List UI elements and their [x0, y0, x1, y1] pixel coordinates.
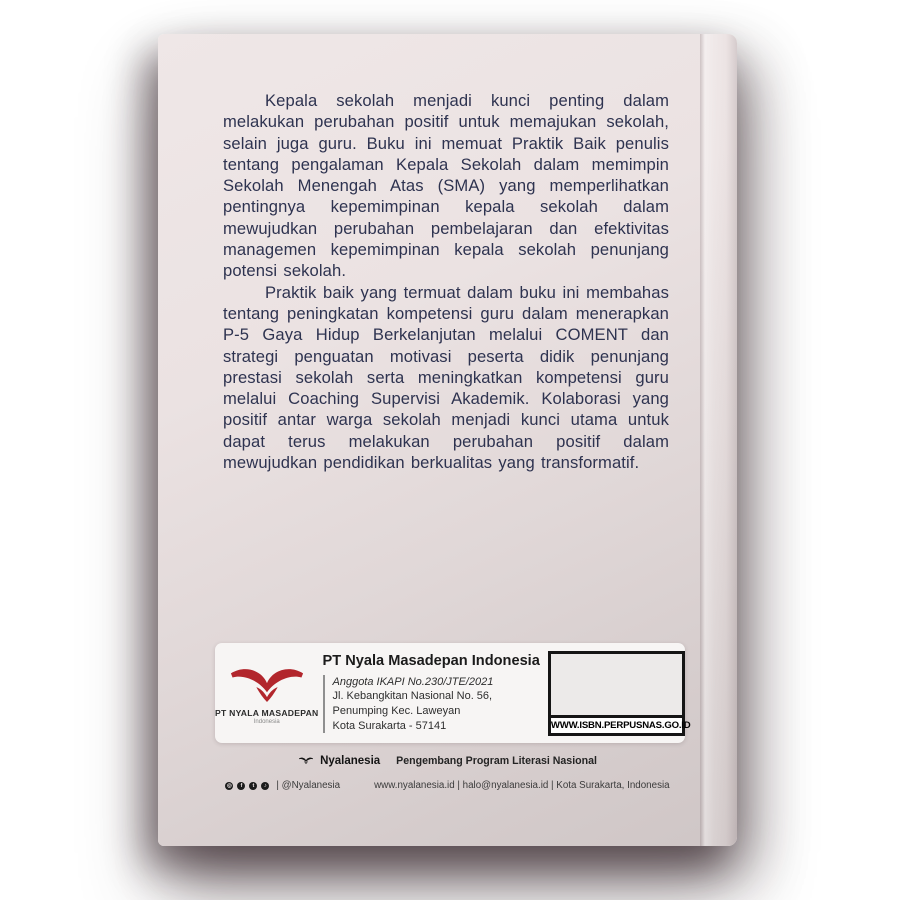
- publisher-address-line-2: Penumping Kec. Laweyan: [332, 705, 461, 717]
- publisher-logo: [215, 661, 319, 725]
- synopsis-paragraph-1: Kepala sekolah menjadi kunci penting dalam melakukan perubahan positif untuk memajukan sekolah, selain juga guru. Buku ini memuat Praktik Baik penulis tentang pengalaman Kepala Sekolah dalam memimpin Sekolah Menengah Atas (SMA) yang memperlihatkan pentingnya kepemimpinan kepala sekolah dalam mewujudkan perubahan pembelajaran dan efektivitas managemen kepemimpinan kepala sekolah penunjang potensi sekolah.: [223, 91, 669, 281]
- publisher-logo-subname: Indonesia: [253, 719, 280, 725]
- nyalanesia-logo-icon: [298, 754, 314, 767]
- publisher-address-line-1: Jl. Kebangkitan Nasional No. 56,: [332, 690, 493, 703]
- publisher-details: [319, 653, 540, 733]
- publisher-name: PT Nyala Masadepan Indonesia: [322, 652, 540, 669]
- tiktok-icon: ♪: [261, 782, 269, 790]
- publisher-logo-name: PT NYALA MASADEPAN: [215, 708, 319, 718]
- instagram-icon: ◎: [226, 782, 232, 789]
- footer-brand-row: [158, 754, 737, 767]
- publisher-membership: Anggota IKAPI No.230/JTE/2021: [332, 675, 494, 688]
- isbn-barcode-placeholder: [551, 654, 682, 715]
- social-icons-group: [225, 780, 340, 791]
- facebook-icon: f: [237, 782, 245, 790]
- publisher-address-line-3: Kota Surakarta - 57141: [332, 719, 447, 732]
- isbn-barcode-box: [548, 651, 691, 736]
- book-back-cover: [158, 34, 737, 846]
- spine-fold-highlight: [700, 34, 737, 846]
- publisher-info-card: [215, 643, 691, 743]
- synopsis-text-block: [223, 90, 669, 473]
- social-handle-text: | @Nyalanesia: [276, 780, 341, 791]
- publisher-address-block: [323, 675, 540, 733]
- footer-contact-text: www.nyalanesia.id | halo@nyalanesia.id | Kota Surakarta, Indonesia: [374, 780, 670, 791]
- footer-contact-row: [158, 780, 737, 791]
- twitter-icon: t: [249, 782, 257, 790]
- isbn-url-label: WWW.ISBN.PERPUSNAS.GO.ID: [551, 715, 682, 733]
- footer-tagline: Pengembang Program Literasi Nasional: [396, 754, 597, 767]
- footer-brand-name: Nyalanesia: [320, 754, 381, 767]
- open-book-logo-icon: [226, 665, 308, 703]
- synopsis-paragraph-2: Praktik baik yang termuat dalam buku ini membahas tentang peningkatan kompetensi guru dalam menerapkan P-5 Gaya Hidup Berkelanjutan melalui COMENT dan strategi penguatan motivasi peserta didik penunjang prestasi sekolah serta meningkatkan kompetensi guru melalui Coaching Supervisi Akademik. Kolaborasi yang positif antar warga sekolah menjadi kunci utama untuk dapat terus melakukan perubahan positif dalam mewujudkan pendidikan berkualitas yang transformatif.: [223, 282, 669, 473]
